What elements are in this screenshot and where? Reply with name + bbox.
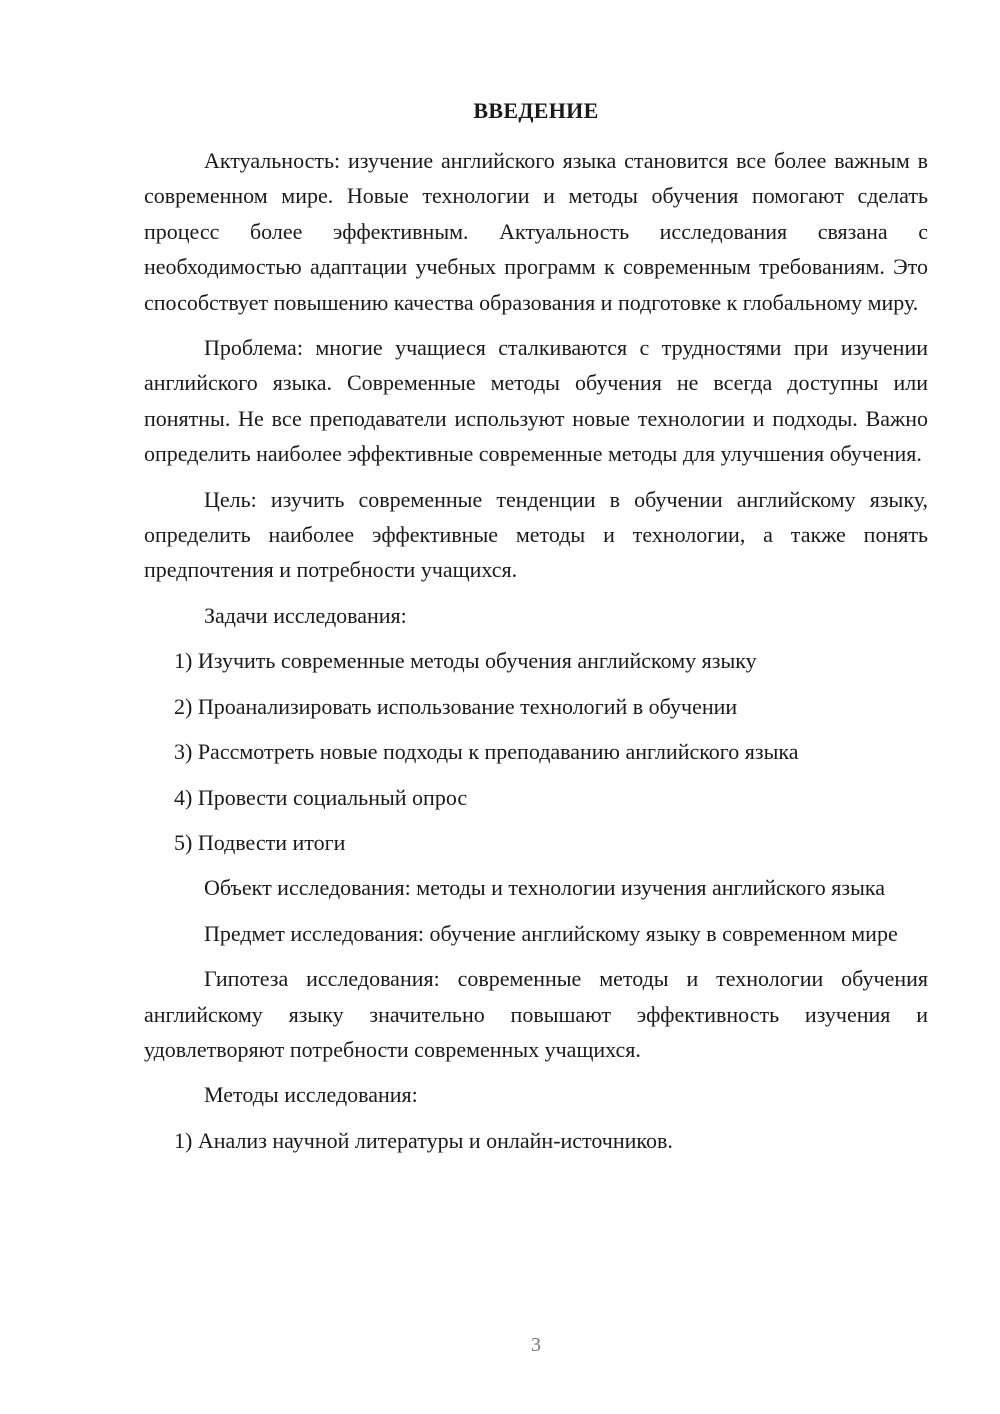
task-item: 2) Проанализировать использование технологий в обучении	[174, 693, 738, 719]
task-item: 1) Изучить современные методы обучения английскому языку	[174, 648, 757, 674]
page-title: ВВЕДЕНИЕ	[473, 98, 599, 123]
hypothesis-paragraph: Гипотеза исследования: современные методы и технологии обучения английскому языку значительно повышают эффективность изучения и удовлетворяют потребности современных учащихся.	[144, 966, 928, 1062]
page-number: 3	[531, 1334, 541, 1356]
object-paragraph: Объект исследования: методы и технологии изучения английского языка	[204, 875, 886, 901]
method-item: 1) Анализ научной литературы и онлайн-источников.	[174, 1127, 673, 1153]
methods-heading: Методы исследования:	[204, 1082, 418, 1108]
problem-paragraph: Проблема: многие учащиеся сталкиваются с трудностями при изучении английского языка. Современные методы обучения не всегда доступны или понятны. Не все преподаватели используют новые технологии и подходы. Важно определить наиболее эффективные современные методы для улучшения обучения.	[144, 335, 928, 467]
document-body	[144, 143, 928, 1158]
tasks-heading: Задачи исследования:	[204, 602, 407, 628]
task-item: 3) Рассмотреть новые подходы к преподаванию английского языка	[174, 739, 799, 765]
task-item: 5) Подвести итоги	[174, 829, 346, 855]
goal-paragraph: Цель: изучить современные тенденции в обучении английскому языку, определить наиболее эффективные методы и технологии, а также понять предпочтения и потребности учащихся.	[144, 486, 928, 583]
relevance-paragraph: Актуальность: изучение английского языка становится все более важным в современном мире. Новые технологии и методы обучения помогают сделать процесс более эффективным. Актуальность исследования связана с необходимостью адаптации учебных программ к современным требованиям. Это способствует повышению качества образования и подготовке к глобальному миру.	[144, 148, 928, 315]
subject-paragraph: Предмет исследования: обучение английскому языку в современном мире	[204, 920, 898, 946]
task-item: 4) Провести социальный опрос	[174, 784, 468, 810]
